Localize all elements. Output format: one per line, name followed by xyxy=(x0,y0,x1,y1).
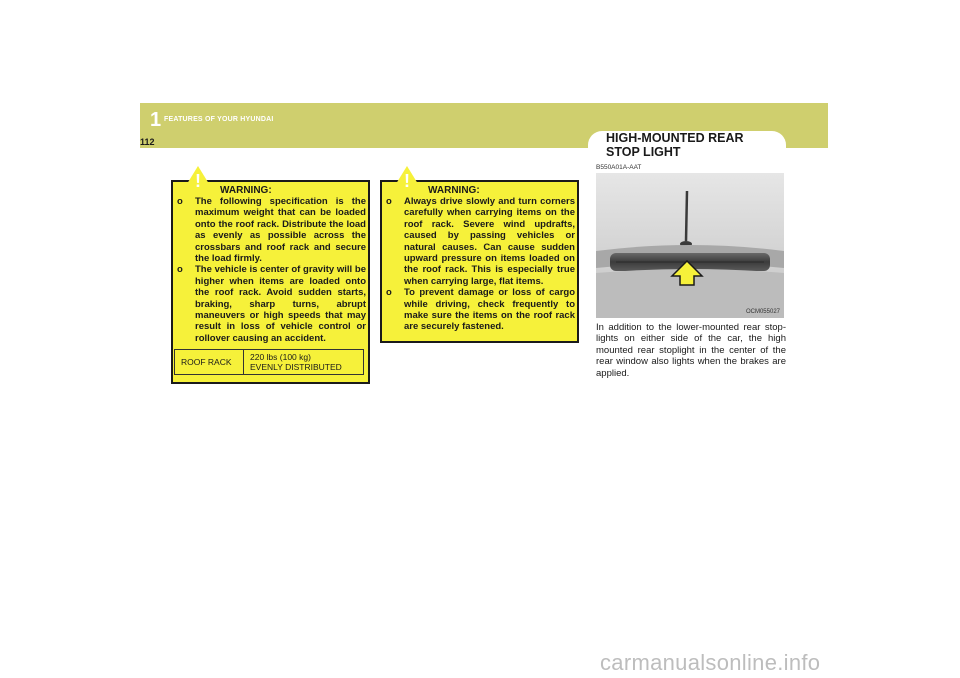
section-title: HIGH-MOUNTED REAR STOP LIGHT xyxy=(606,131,744,159)
spec-label: ROOF RACK xyxy=(175,350,244,375)
warning-list-right xyxy=(384,196,575,333)
warning-title-right: WARNING: xyxy=(428,185,480,196)
bullet-marker: o xyxy=(386,196,392,207)
warning-item-text: Always drive slowly and turn corners carefully when carrying items on the roof rack. Severe wind updrafts, caused by passing vehicles or natural causes. Can cause sudden upward pressure on items loaded on the roof rack. This is especially true when carrying large, flat items. xyxy=(404,196,575,287)
roof-rack-spec-table xyxy=(174,349,364,375)
bullet-marker: o xyxy=(177,196,183,207)
rear-stop-light-photo xyxy=(596,173,784,318)
warning-item xyxy=(384,196,575,287)
exclamation-icon: ! xyxy=(195,171,201,191)
warning-item-text: The following specification is the maximum weight that can be loaded onto the roof rack. Distribute the load as evenly as possible across the crossbars and roof rack and secure the load firmly. xyxy=(195,196,366,265)
spec-value-line1: 220 lbs (100 kg) xyxy=(250,352,311,362)
spec-value-line2: EVENLY DISTRIBUTED xyxy=(250,362,342,372)
warning-item-text: The vehicle is center of gravity will be higher when items are loaded onto the roof rack. Avoid sudden starts, braking, sharp turns, abrupt maneuvers or high speeds that may result in loss of vehicle control or rollover causing an accident. xyxy=(195,264,366,344)
bullet-marker: o xyxy=(177,264,183,276)
page-number: 112 xyxy=(140,137,155,147)
warning-item xyxy=(175,196,366,264)
section-code: B550A01A-AAT xyxy=(596,164,642,171)
warning-item xyxy=(175,264,366,344)
exclamation-icon: ! xyxy=(404,171,410,191)
photo-code: OCM055027 xyxy=(745,309,780,315)
warning-title-left: WARNING: xyxy=(220,185,272,196)
watermark: carmanualsonline.info xyxy=(600,650,821,675)
warning-item xyxy=(384,287,575,333)
warning-list-left xyxy=(175,196,366,344)
chapter-title: FEATURES OF YOUR HYUNDAI xyxy=(164,116,274,123)
stop-light-description: In addition to the lower-mounted rear stop-lights on either side of the car, the high mounted rear stoplight in the center of the rear window also lights when the brakes are applied. xyxy=(596,322,786,379)
warning-item-text: To prevent damage or loss of cargo while driving, check frequently to make sure the items on the roof rack are securely fastened. xyxy=(404,287,575,333)
bullet-marker: o xyxy=(386,287,392,299)
chapter-number: 1 xyxy=(150,109,162,131)
rear-window-illustration xyxy=(596,173,784,318)
spec-value xyxy=(244,350,364,375)
spec-row xyxy=(175,350,364,375)
antenna-icon xyxy=(686,191,687,241)
